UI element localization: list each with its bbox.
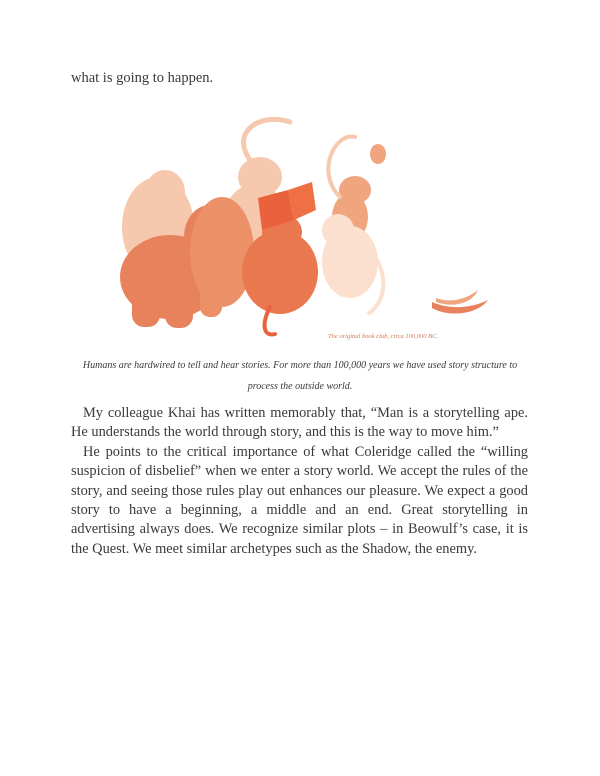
light-monkey-right [322,214,378,298]
apes-reading-book-illustration [110,102,500,347]
illustration-inline-caption: The original book club, circa 100,000 BC. [328,333,439,340]
lead-line: what is going to happen. [71,70,214,86]
tail-top-center [244,119,290,160]
banana-icon [432,290,488,314]
paragraph: My colleague Khai has written memorably that, “Man is a storytelling ape. He understands the world through story, and this is the way to move him.” [71,405,528,441]
paragraph: He points to the critical importance of what Coleridge called the “willing suspicion of disbelief” when we enter a story world. We accept the rules of the story, and seeing those rules play out enhances our pleasure. We expect a good story to have a beginning, a middle and an end. Great storytelling in advertising always does. We recognize similar plots – in Beowulf’s case, it is the Quest. We meet similar archetypes such as the Shadow, the enemy. [71,443,528,557]
figure-caption: Humans are hardwired to tell and hear stories. For more than 100,000 years we have used story structure to process the outside world. [82,360,518,392]
body-text [71,404,528,559]
